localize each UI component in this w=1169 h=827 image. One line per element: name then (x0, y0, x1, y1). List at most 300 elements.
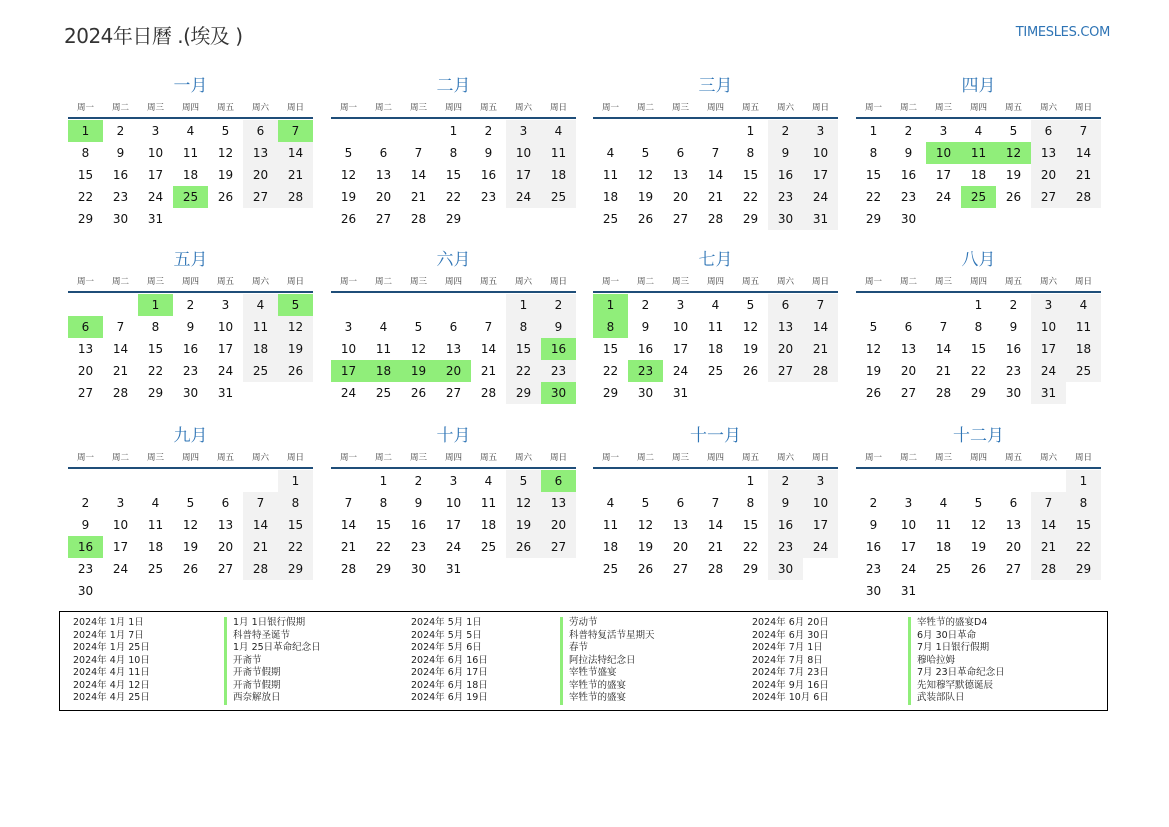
day-cell[interactable]: 19 (742, 342, 759, 356)
holiday-day-cell[interactable]: 25 (961, 186, 996, 208)
day-cell[interactable]: 28 (803, 360, 838, 382)
day-cell[interactable]: 3 (803, 470, 838, 492)
day-cell[interactable]: 26 (340, 212, 357, 226)
day-cell[interactable]: 9 (116, 146, 125, 160)
day-cell[interactable]: 22 (1066, 536, 1101, 558)
day-cell[interactable]: 4 (711, 298, 720, 312)
day-cell[interactable]: 21 (480, 364, 497, 378)
holiday-day-cell[interactable]: 6 (541, 470, 576, 492)
day-cell[interactable]: 26 (637, 212, 654, 226)
day-cell[interactable]: 3 (939, 124, 948, 138)
day-cell[interactable]: 17 (1031, 338, 1066, 360)
day-cell[interactable]: 12 (340, 168, 357, 182)
day-cell[interactable]: 21 (1031, 536, 1066, 558)
day-cell[interactable]: 19 (217, 168, 234, 182)
day-cell[interactable]: 4 (541, 120, 576, 142)
day-cell[interactable]: 29 (970, 386, 987, 400)
day-cell[interactable]: 11 (602, 168, 619, 182)
day-cell[interactable]: 11 (1066, 316, 1101, 338)
day-cell[interactable]: 3 (151, 124, 160, 138)
day-cell[interactable]: 28 (340, 562, 357, 576)
day-cell[interactable]: 7 (711, 146, 720, 160)
day-cell[interactable]: 25 (375, 386, 392, 400)
day-cell[interactable]: 8 (869, 146, 878, 160)
day-cell[interactable]: 10 (112, 518, 129, 532)
day-cell[interactable]: 27 (217, 562, 234, 576)
day-cell[interactable]: 27 (375, 212, 392, 226)
day-cell[interactable]: 27 (445, 386, 462, 400)
day-cell[interactable]: 6 (904, 320, 913, 334)
day-cell[interactable]: 2 (81, 496, 90, 510)
day-cell[interactable]: 26 (637, 562, 654, 576)
day-cell[interactable]: 27 (243, 186, 278, 208)
day-cell[interactable]: 15 (278, 514, 313, 536)
day-cell[interactable]: 29 (147, 386, 164, 400)
day-cell[interactable]: 31 (672, 386, 689, 400)
day-cell[interactable]: 30 (112, 212, 129, 226)
day-cell[interactable]: 5 (641, 146, 650, 160)
day-cell[interactable]: 24 (217, 364, 234, 378)
day-cell[interactable]: 27 (1005, 562, 1022, 576)
day-cell[interactable]: 14 (112, 342, 129, 356)
day-cell[interactable]: 2 (414, 474, 423, 488)
day-cell[interactable]: 11 (480, 496, 497, 510)
day-cell[interactable]: 4 (379, 320, 388, 334)
day-cell[interactable]: 31 (1031, 382, 1066, 404)
day-cell[interactable]: 29 (506, 382, 541, 404)
day-cell[interactable]: 12 (865, 342, 882, 356)
day-cell[interactable]: 25 (541, 186, 576, 208)
day-cell[interactable]: 5 (221, 124, 230, 138)
day-cell[interactable]: 27 (77, 386, 94, 400)
day-cell[interactable]: 28 (707, 212, 724, 226)
day-cell[interactable]: 3 (904, 496, 913, 510)
holiday-day-cell[interactable]: 8 (593, 316, 628, 338)
day-cell[interactable]: 24 (147, 190, 164, 204)
day-cell[interactable]: 22 (506, 360, 541, 382)
day-cell[interactable]: 7 (344, 496, 353, 510)
day-cell[interactable]: 9 (641, 320, 650, 334)
day-cell[interactable]: 14 (278, 142, 313, 164)
day-cell[interactable]: 22 (445, 190, 462, 204)
day-cell[interactable]: 31 (147, 212, 164, 226)
day-cell[interactable]: 24 (900, 562, 917, 576)
day-cell[interactable]: 14 (340, 518, 357, 532)
day-cell[interactable]: 4 (939, 496, 948, 510)
day-cell[interactable]: 23 (541, 360, 576, 382)
day-cell[interactable]: 22 (375, 540, 392, 554)
day-cell[interactable]: 18 (480, 518, 497, 532)
day-cell[interactable]: 14 (410, 168, 427, 182)
day-cell[interactable]: 13 (900, 342, 917, 356)
day-cell[interactable]: 21 (935, 364, 952, 378)
day-cell[interactable]: 2 (186, 298, 195, 312)
day-cell[interactable]: 2 (768, 470, 803, 492)
day-cell[interactable]: 20 (217, 540, 234, 554)
day-cell[interactable]: 3 (344, 320, 353, 334)
day-cell[interactable]: 7 (414, 146, 423, 160)
day-cell[interactable]: 13 (1005, 518, 1022, 532)
day-cell[interactable]: 1 (278, 470, 313, 492)
day-cell[interactable]: 14 (480, 342, 497, 356)
day-cell[interactable]: 25 (935, 562, 952, 576)
day-cell[interactable]: 1 (746, 124, 755, 138)
day-cell[interactable]: 21 (707, 190, 724, 204)
day-cell[interactable]: 26 (278, 360, 313, 382)
day-cell[interactable]: 29 (742, 562, 759, 576)
day-cell[interactable]: 2 (541, 294, 576, 316)
day-cell[interactable]: 13 (672, 518, 689, 532)
day-cell[interactable]: 3 (1031, 294, 1066, 316)
day-cell[interactable]: 27 (768, 360, 803, 382)
day-cell[interactable]: 9 (768, 492, 803, 514)
holiday-day-cell[interactable]: 1 (68, 120, 103, 142)
day-cell[interactable]: 30 (1005, 386, 1022, 400)
day-cell[interactable]: 1 (869, 124, 878, 138)
day-cell[interactable]: 5 (746, 298, 755, 312)
day-cell[interactable]: 29 (278, 558, 313, 580)
day-cell[interactable]: 9 (1009, 320, 1018, 334)
holiday-day-cell[interactable]: 11 (961, 142, 996, 164)
day-cell[interactable]: 16 (865, 540, 882, 554)
day-cell[interactable]: 11 (375, 342, 392, 356)
day-cell[interactable]: 5 (186, 496, 195, 510)
day-cell[interactable]: 16 (410, 518, 427, 532)
day-cell[interactable]: 29 (742, 212, 759, 226)
day-cell[interactable]: 23 (768, 186, 803, 208)
day-cell[interactable]: 16 (768, 164, 803, 186)
day-cell[interactable]: 24 (803, 186, 838, 208)
day-cell[interactable]: 14 (707, 168, 724, 182)
day-cell[interactable]: 5 (1009, 124, 1018, 138)
day-cell[interactable]: 16 (637, 342, 654, 356)
holiday-day-cell[interactable]: 5 (278, 294, 313, 316)
day-cell[interactable]: 15 (742, 168, 759, 182)
day-cell[interactable]: 10 (900, 518, 917, 532)
day-cell[interactable]: 28 (1066, 186, 1101, 208)
holiday-day-cell[interactable]: 7 (278, 120, 313, 142)
holiday-day-cell[interactable]: 1 (138, 294, 173, 316)
day-cell[interactable]: 13 (1031, 142, 1066, 164)
day-cell[interactable]: 16 (1005, 342, 1022, 356)
day-cell[interactable]: 18 (602, 540, 619, 554)
day-cell[interactable]: 5 (414, 320, 423, 334)
day-cell[interactable]: 8 (506, 316, 541, 338)
day-cell[interactable]: 14 (707, 518, 724, 532)
day-cell[interactable]: 10 (217, 320, 234, 334)
day-cell[interactable]: 27 (672, 212, 689, 226)
day-cell[interactable]: 1 (974, 298, 983, 312)
day-cell[interactable]: 12 (410, 342, 427, 356)
day-cell[interactable]: 4 (151, 496, 160, 510)
day-cell[interactable]: 30 (768, 208, 803, 230)
day-cell[interactable]: 12 (182, 518, 199, 532)
day-cell[interactable]: 26 (410, 386, 427, 400)
day-cell[interactable]: 1 (506, 294, 541, 316)
day-cell[interactable]: 21 (243, 536, 278, 558)
day-cell[interactable]: 14 (1066, 142, 1101, 164)
day-cell[interactable]: 21 (1066, 164, 1101, 186)
day-cell[interactable]: 19 (506, 514, 541, 536)
day-cell[interactable]: 28 (278, 186, 313, 208)
day-cell[interactable]: 11 (243, 316, 278, 338)
day-cell[interactable]: 26 (217, 190, 234, 204)
day-cell[interactable]: 27 (541, 536, 576, 558)
day-cell[interactable]: 13 (541, 492, 576, 514)
day-cell[interactable]: 19 (278, 338, 313, 360)
day-cell[interactable]: 28 (1031, 558, 1066, 580)
day-cell[interactable]: 15 (970, 342, 987, 356)
day-cell[interactable]: 24 (445, 540, 462, 554)
holiday-day-cell[interactable]: 10 (926, 142, 961, 164)
day-cell[interactable]: 17 (445, 518, 462, 532)
day-cell[interactable]: 8 (449, 146, 458, 160)
day-cell[interactable]: 21 (803, 338, 838, 360)
day-cell[interactable]: 6 (449, 320, 458, 334)
day-cell[interactable]: 28 (112, 386, 129, 400)
day-cell[interactable]: 14 (803, 316, 838, 338)
day-cell[interactable]: 17 (900, 540, 917, 554)
day-cell[interactable]: 10 (672, 320, 689, 334)
holiday-day-cell[interactable]: 20 (436, 360, 471, 382)
day-cell[interactable]: 30 (182, 386, 199, 400)
day-cell[interactable]: 24 (672, 364, 689, 378)
day-cell[interactable]: 16 (112, 168, 129, 182)
day-cell[interactable]: 6 (676, 146, 685, 160)
day-cell[interactable]: 15 (1066, 514, 1101, 536)
day-cell[interactable]: 5 (869, 320, 878, 334)
day-cell[interactable]: 26 (506, 536, 541, 558)
day-cell[interactable]: 1 (379, 474, 388, 488)
day-cell[interactable]: 10 (147, 146, 164, 160)
day-cell[interactable]: 10 (1031, 316, 1066, 338)
day-cell[interactable]: 15 (602, 342, 619, 356)
day-cell[interactable]: 30 (410, 562, 427, 576)
day-cell[interactable]: 21 (707, 540, 724, 554)
day-cell[interactable]: 13 (243, 142, 278, 164)
day-cell[interactable]: 18 (970, 168, 987, 182)
day-cell[interactable]: 25 (602, 212, 619, 226)
day-cell[interactable]: 28 (935, 386, 952, 400)
day-cell[interactable]: 31 (803, 208, 838, 230)
day-cell[interactable]: 31 (445, 562, 462, 576)
day-cell[interactable]: 10 (506, 142, 541, 164)
day-cell[interactable]: 21 (410, 190, 427, 204)
day-cell[interactable]: 6 (379, 146, 388, 160)
day-cell[interactable]: 29 (445, 212, 462, 226)
day-cell[interactable]: 16 (900, 168, 917, 182)
day-cell[interactable]: 15 (375, 518, 392, 532)
day-cell[interactable]: 27 (900, 386, 917, 400)
day-cell[interactable]: 23 (865, 562, 882, 576)
day-cell[interactable]: 5 (641, 496, 650, 510)
day-cell[interactable]: 28 (410, 212, 427, 226)
day-cell[interactable]: 3 (449, 474, 458, 488)
day-cell[interactable]: 25 (707, 364, 724, 378)
day-cell[interactable]: 7 (243, 492, 278, 514)
day-cell[interactable]: 29 (77, 212, 94, 226)
day-cell[interactable]: 13 (768, 316, 803, 338)
day-cell[interactable]: 20 (77, 364, 94, 378)
day-cell[interactable]: 21 (112, 364, 129, 378)
day-cell[interactable]: 4 (606, 496, 615, 510)
day-cell[interactable]: 6 (768, 294, 803, 316)
day-cell[interactable]: 21 (278, 164, 313, 186)
day-cell[interactable]: 19 (637, 190, 654, 204)
brand-link[interactable]: TIMESLES.COM (1015, 25, 1110, 40)
day-cell[interactable]: 1 (746, 474, 755, 488)
day-cell[interactable]: 24 (340, 386, 357, 400)
day-cell[interactable]: 14 (935, 342, 952, 356)
day-cell[interactable]: 15 (77, 168, 94, 182)
day-cell[interactable]: 15 (147, 342, 164, 356)
day-cell[interactable]: 4 (1066, 294, 1101, 316)
day-cell[interactable]: 10 (803, 492, 838, 514)
day-cell[interactable]: 15 (742, 518, 759, 532)
day-cell[interactable]: 25 (480, 540, 497, 554)
day-cell[interactable]: 11 (602, 518, 619, 532)
day-cell[interactable]: 17 (147, 168, 164, 182)
day-cell[interactable]: 3 (506, 120, 541, 142)
holiday-day-cell[interactable]: 17 (331, 360, 366, 382)
day-cell[interactable]: 11 (707, 320, 724, 334)
day-cell[interactable]: 30 (768, 558, 803, 580)
holiday-day-cell[interactable]: 19 (401, 360, 436, 382)
day-cell[interactable]: 7 (116, 320, 125, 334)
day-cell[interactable]: 23 (768, 536, 803, 558)
day-cell[interactable]: 6 (221, 496, 230, 510)
day-cell[interactable]: 22 (742, 540, 759, 554)
day-cell[interactable]: 15 (865, 168, 882, 182)
day-cell[interactable]: 2 (1009, 298, 1018, 312)
day-cell[interactable]: 7 (803, 294, 838, 316)
holiday-day-cell[interactable]: 25 (173, 186, 208, 208)
day-cell[interactable]: 2 (904, 124, 913, 138)
day-cell[interactable]: 11 (182, 146, 199, 160)
day-cell[interactable]: 9 (869, 518, 878, 532)
day-cell[interactable]: 3 (676, 298, 685, 312)
holiday-day-cell[interactable]: 30 (541, 382, 576, 404)
day-cell[interactable]: 7 (1066, 120, 1101, 142)
day-cell[interactable]: 22 (278, 536, 313, 558)
day-cell[interactable]: 10 (803, 142, 838, 164)
day-cell[interactable]: 23 (112, 190, 129, 204)
day-cell[interactable]: 30 (77, 584, 94, 598)
holiday-day-cell[interactable]: 12 (996, 142, 1031, 164)
day-cell[interactable]: 20 (1005, 540, 1022, 554)
holiday-day-cell[interactable]: 16 (541, 338, 576, 360)
day-cell[interactable]: 18 (707, 342, 724, 356)
day-cell[interactable]: 16 (768, 514, 803, 536)
day-cell[interactable]: 16 (480, 168, 497, 182)
day-cell[interactable]: 5 (344, 146, 353, 160)
day-cell[interactable]: 19 (865, 364, 882, 378)
day-cell[interactable]: 22 (77, 190, 94, 204)
day-cell[interactable]: 12 (217, 146, 234, 160)
day-cell[interactable]: 3 (221, 298, 230, 312)
day-cell[interactable]: 17 (935, 168, 952, 182)
day-cell[interactable]: 18 (541, 164, 576, 186)
day-cell[interactable]: 7 (484, 320, 493, 334)
day-cell[interactable]: 6 (1009, 496, 1018, 510)
day-cell[interactable]: 13 (445, 342, 462, 356)
day-cell[interactable]: 29 (1066, 558, 1101, 580)
holiday-day-cell[interactable]: 18 (366, 360, 401, 382)
day-cell[interactable]: 20 (541, 514, 576, 536)
day-cell[interactable]: 11 (935, 518, 952, 532)
day-cell[interactable]: 19 (182, 540, 199, 554)
day-cell[interactable]: 9 (768, 142, 803, 164)
day-cell[interactable]: 23 (900, 190, 917, 204)
day-cell[interactable]: 26 (865, 386, 882, 400)
day-cell[interactable]: 20 (900, 364, 917, 378)
day-cell[interactable]: 29 (865, 212, 882, 226)
day-cell[interactable]: 13 (77, 342, 94, 356)
day-cell[interactable]: 13 (217, 518, 234, 532)
day-cell[interactable]: 26 (970, 562, 987, 576)
day-cell[interactable]: 25 (1066, 360, 1101, 382)
day-cell[interactable]: 7 (711, 496, 720, 510)
day-cell[interactable]: 17 (217, 342, 234, 356)
day-cell[interactable]: 4 (606, 146, 615, 160)
day-cell[interactable]: 22 (602, 364, 619, 378)
day-cell[interactable]: 22 (970, 364, 987, 378)
day-cell[interactable]: 26 (182, 562, 199, 576)
day-cell[interactable]: 28 (480, 386, 497, 400)
day-cell[interactable]: 16 (182, 342, 199, 356)
day-cell[interactable]: 12 (970, 518, 987, 532)
day-cell[interactable]: 26 (1005, 190, 1022, 204)
day-cell[interactable]: 17 (506, 164, 541, 186)
day-cell[interactable]: 8 (746, 496, 755, 510)
day-cell[interactable]: 30 (900, 212, 917, 226)
day-cell[interactable]: 1 (1066, 470, 1101, 492)
day-cell[interactable]: 8 (278, 492, 313, 514)
day-cell[interactable]: 25 (147, 562, 164, 576)
day-cell[interactable]: 4 (186, 124, 195, 138)
day-cell[interactable]: 19 (970, 540, 987, 554)
day-cell[interactable]: 25 (243, 360, 278, 382)
day-cell[interactable]: 8 (379, 496, 388, 510)
day-cell[interactable]: 2 (768, 120, 803, 142)
day-cell[interactable]: 24 (935, 190, 952, 204)
day-cell[interactable]: 22 (865, 190, 882, 204)
day-cell[interactable]: 17 (672, 342, 689, 356)
day-cell[interactable]: 2 (484, 124, 493, 138)
day-cell[interactable]: 10 (340, 342, 357, 356)
day-cell[interactable]: 8 (151, 320, 160, 334)
day-cell[interactable]: 23 (480, 190, 497, 204)
day-cell[interactable]: 8 (1066, 492, 1101, 514)
day-cell[interactable]: 8 (746, 146, 755, 160)
day-cell[interactable]: 12 (742, 320, 759, 334)
day-cell[interactable]: 9 (414, 496, 423, 510)
holiday-day-cell[interactable]: 1 (593, 294, 628, 316)
day-cell[interactable]: 20 (672, 540, 689, 554)
day-cell[interactable]: 12 (637, 168, 654, 182)
day-cell[interactable]: 26 (742, 364, 759, 378)
day-cell[interactable]: 5 (974, 496, 983, 510)
day-cell[interactable]: 12 (506, 492, 541, 514)
day-cell[interactable]: 27 (672, 562, 689, 576)
day-cell[interactable]: 21 (340, 540, 357, 554)
day-cell[interactable]: 24 (506, 186, 541, 208)
day-cell[interactable]: 8 (974, 320, 983, 334)
day-cell[interactable]: 24 (112, 562, 129, 576)
day-cell[interactable]: 23 (182, 364, 199, 378)
day-cell[interactable]: 11 (541, 142, 576, 164)
day-cell[interactable]: 6 (676, 496, 685, 510)
